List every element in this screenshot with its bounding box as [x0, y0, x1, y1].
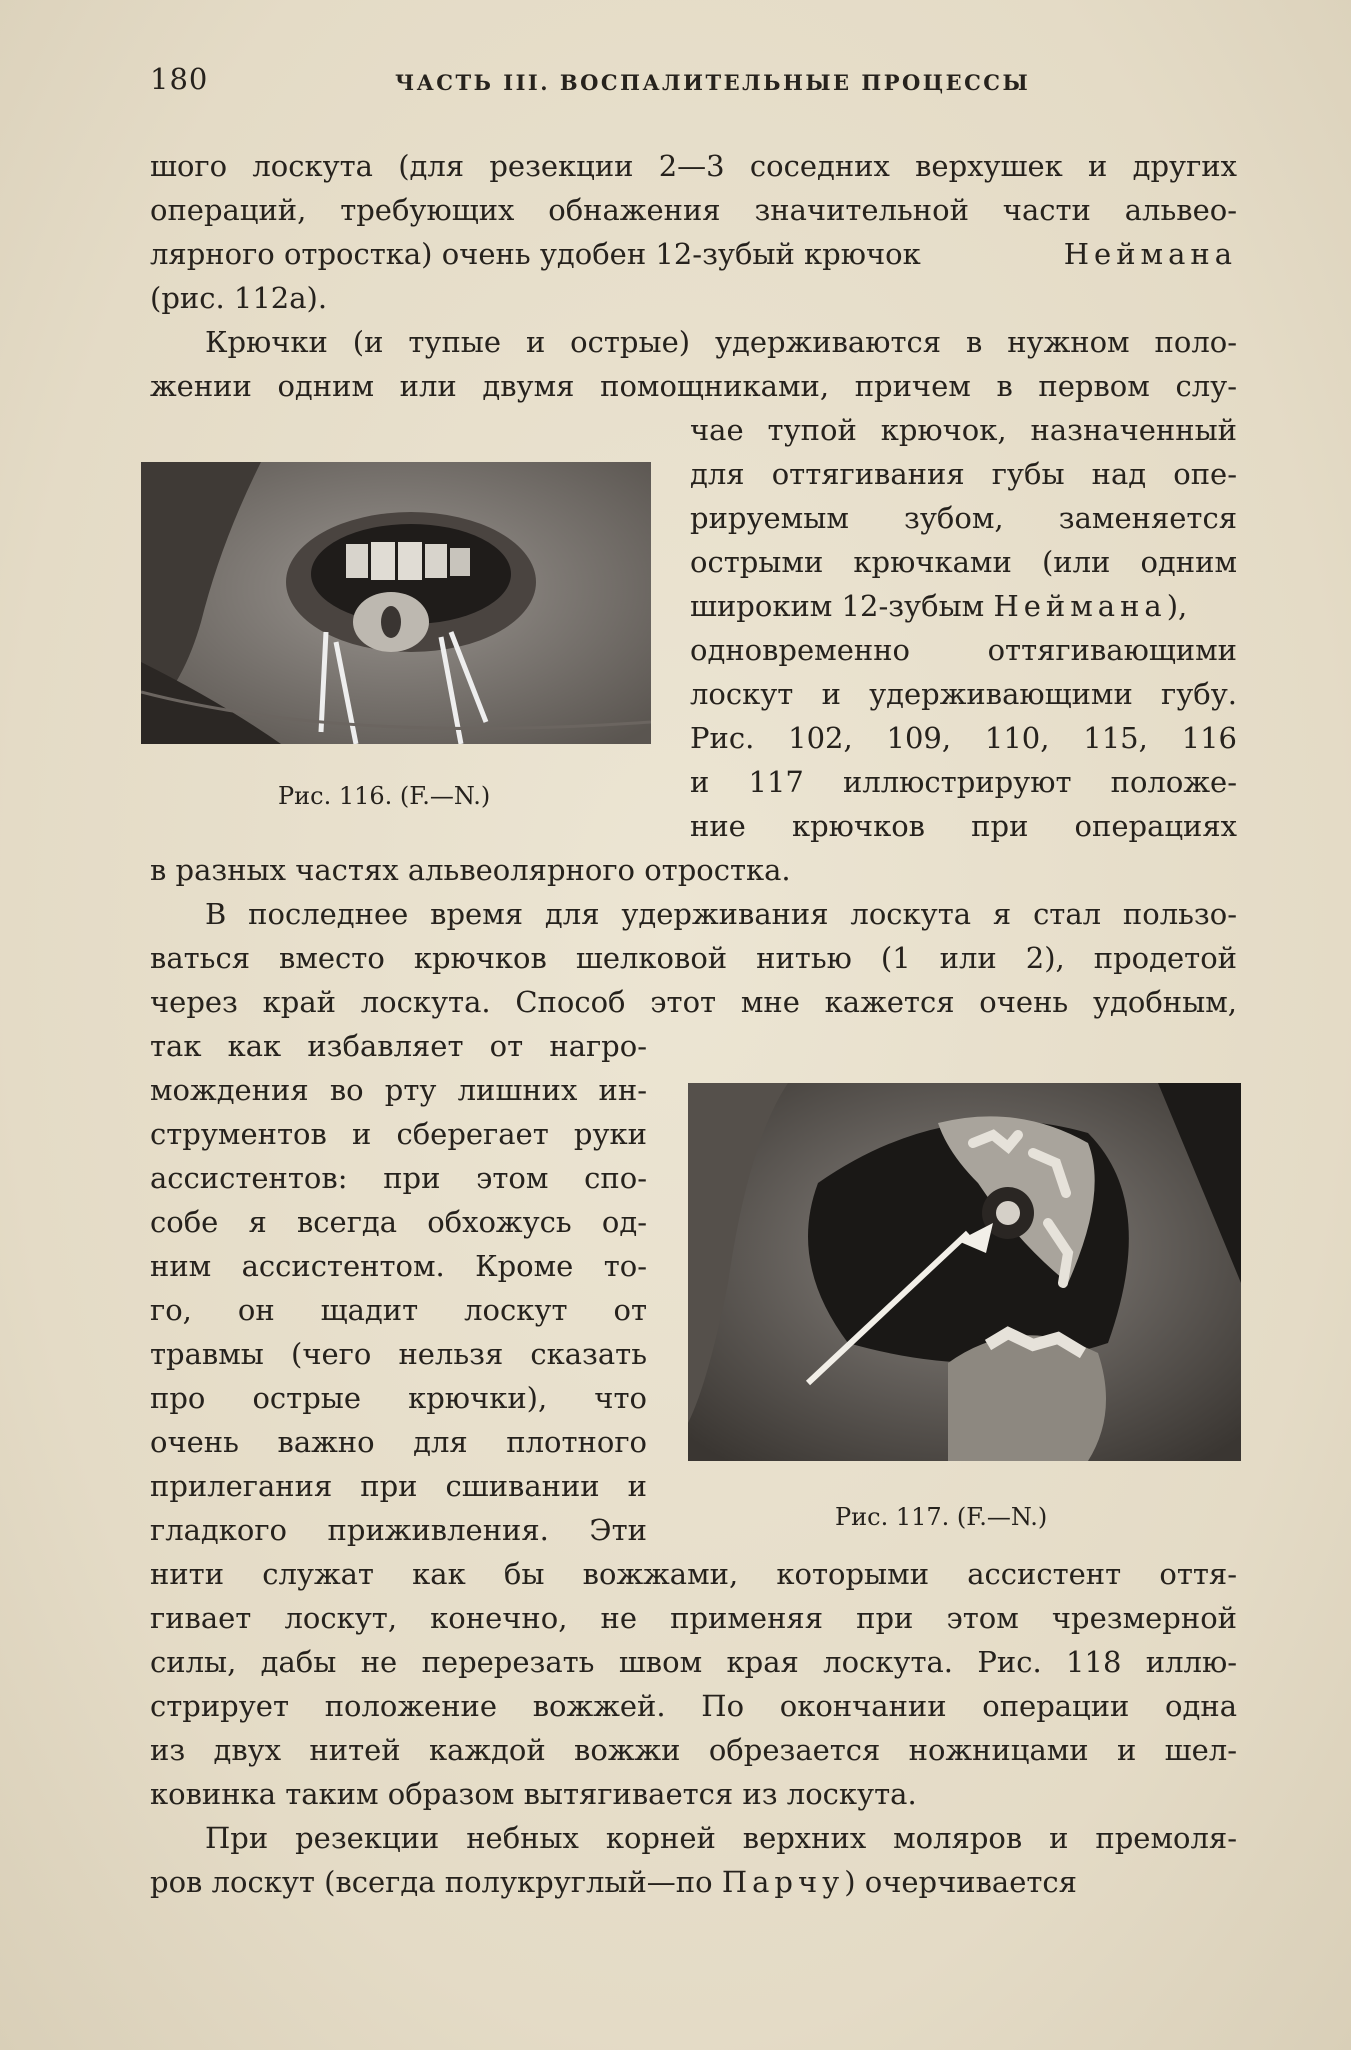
page-number: 180: [150, 62, 209, 96]
text-line: чае тупой крючок, назначенный: [690, 413, 1237, 447]
text-line: в разных частях альвеолярного отростка.: [150, 853, 791, 887]
page-header: [150, 62, 1240, 102]
author-name-spaced: Парчу: [721, 1865, 845, 1899]
text-line: ним ассистентом. Кроме то-: [150, 1249, 647, 1283]
text-line: силы, дабы не перерезать швом края лоскута. Рис. 118 иллю-: [150, 1645, 1237, 1679]
figure-116-caption: Рис. 116. (F.—N.): [278, 782, 491, 810]
text-line: прилегания при сшивании и: [150, 1469, 647, 1503]
text-line: Крючки (и тупые и острые) удерживаются в нужном поло-: [205, 325, 1237, 359]
text-line: Рис. 102, 109, 110, 115, 116: [690, 721, 1237, 755]
text-line: шого лоскута (для резекции 2—3 соседних верхушек и других: [150, 149, 1237, 183]
figure-116-photo: [141, 462, 651, 744]
text-line: [150, 236, 1237, 272]
text-line: ваться вместо крючков шелковой нитью (1 или 2), продетой: [150, 941, 1237, 975]
text-line: из двух нитей каждой вожжи обрезается ножницами и шел-: [150, 1733, 1237, 1767]
text-line: лоскут и удерживающими губу.: [690, 677, 1237, 711]
figure-117-caption: Рис. 117. (F.—N.): [835, 1503, 1048, 1531]
text-line: операций, требующих обнажения значительной части альвео-: [150, 193, 1237, 227]
text-line: стрирует положение вожжей. По окончании операции одна: [150, 1689, 1237, 1723]
text-line: собе я всегда обхожусь од-: [150, 1205, 647, 1239]
text-line: гивает лоскут, конечно, не применяя при этом чрезмерной: [150, 1601, 1237, 1635]
text-line: При резекции небных корней верхних моляров и премоля-: [205, 1821, 1237, 1855]
text-line: так как избавляет от нагро-: [150, 1029, 647, 1063]
text-line: травмы (чего нельзя сказать: [150, 1337, 647, 1371]
text-span: широким 12-зубым: [690, 589, 985, 623]
text-line: жении одним или двумя помощниками, причем в первом слу-: [150, 369, 1237, 403]
running-head: ЧАСТЬ III. ВОСПАЛИТЕЛЬНЫЕ ПРОЦЕССЫ: [395, 70, 1031, 95]
text-span: ров лоскут (всегда полукруглый—по: [150, 1865, 713, 1899]
text-span: ) очерчивается: [844, 1865, 1077, 1899]
text-span: ),: [1166, 589, 1188, 623]
text-line: для оттягивания губы над опе-: [690, 457, 1237, 491]
text-line: В последнее время для удерживания лоскута я стал пользо-: [205, 897, 1237, 931]
text-line: струментов и сберегает руки: [150, 1117, 647, 1151]
text-line: и 117 иллюстрируют положе-: [690, 765, 1237, 799]
text-line: ковинка таким образом вытягивается из лоскута.: [150, 1777, 917, 1811]
text-line: мождения во рту лишних ин-: [150, 1073, 647, 1107]
text-line: очень важно для плотного: [150, 1425, 647, 1459]
text-line: [690, 588, 1237, 624]
text-line: ассистентов: при этом спо-: [150, 1161, 647, 1195]
text-line: [150, 1864, 1237, 1900]
author-name-spaced: Неймана: [993, 589, 1167, 623]
text-line: острыми крючками (или одним: [690, 545, 1237, 579]
text-span: лярного отростка) очень удобен 12-зубый крючок: [150, 237, 921, 271]
text-line: (рис. 112а).: [150, 281, 328, 315]
text-line: нити служат как бы вожжами, которыми ассистент оття-: [150, 1557, 1237, 1591]
open-mouth-photo: [688, 1083, 1241, 1461]
text-line: гладкого приживления. Эти: [150, 1513, 647, 1547]
text-line: одновременно оттягивающими: [690, 633, 1237, 667]
figure-117-photo: [688, 1083, 1241, 1461]
text-line: через край лоскута. Способ этот мне кажется очень удобным,: [150, 985, 1237, 1019]
text-line: ние крючков при операциях: [690, 809, 1237, 843]
text-line: рируемым зубом, заменяется: [690, 501, 1237, 535]
author-name-spaced: Неймана: [1063, 237, 1237, 271]
text-line: го, он щадит лоскут от: [150, 1293, 647, 1327]
mouth-retractor-photo: [141, 462, 651, 744]
text-line: про острые крючки), что: [150, 1381, 647, 1415]
